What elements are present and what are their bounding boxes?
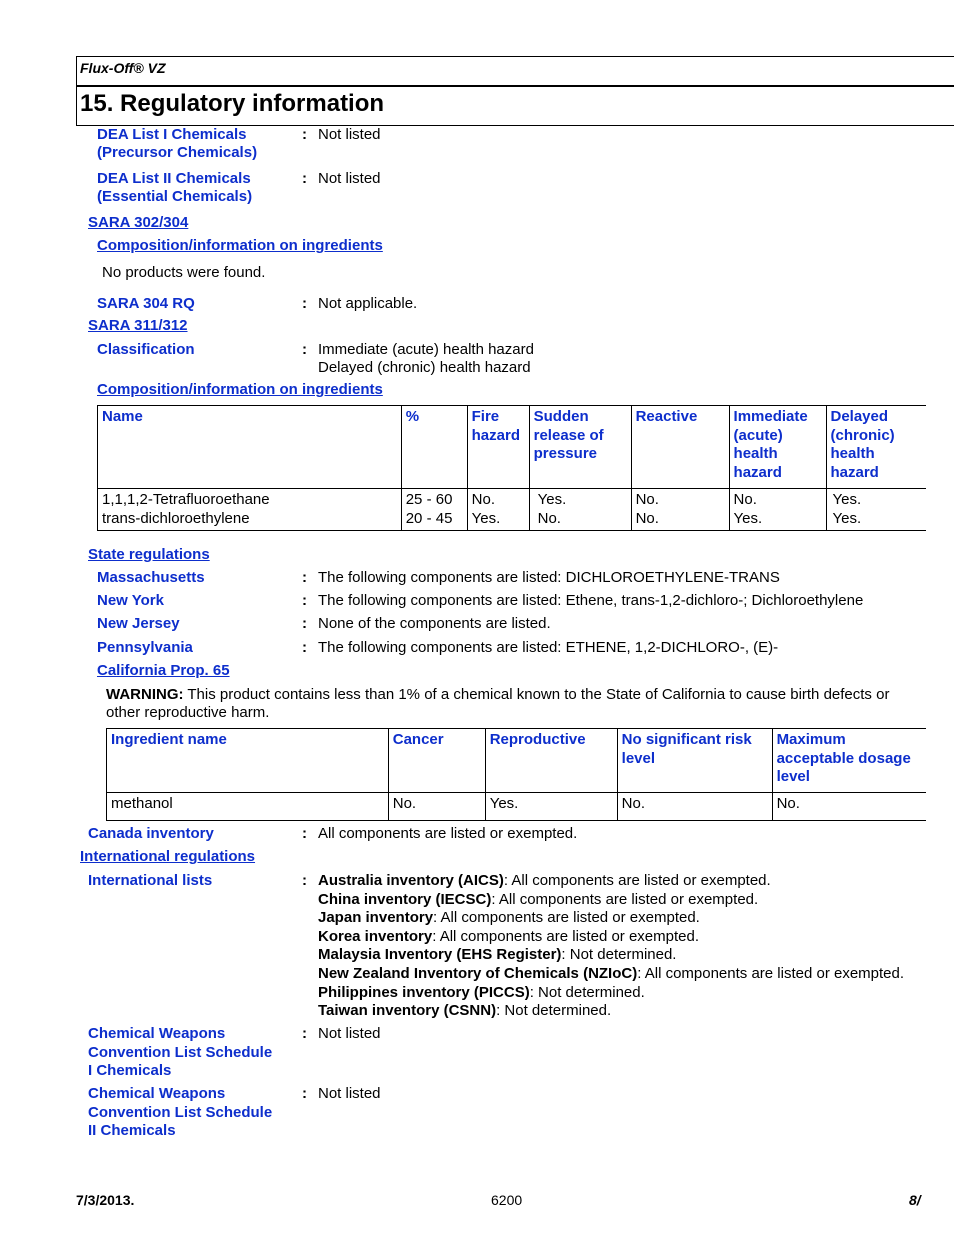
- state-colon: :: [302, 592, 307, 609]
- state-value-new-jersey: None of the components are listed.: [318, 615, 551, 632]
- dea2-label-2: (Essential Chemicals): [97, 188, 253, 205]
- col-header-cancer: Cancer: [388, 729, 485, 793]
- product-name: Flux-Off® VZ: [80, 60, 166, 76]
- intl-item: Malaysia Inventory (EHS Register): Not determined.: [318, 946, 677, 964]
- product-header: [76, 56, 954, 86]
- prop65-warning-2: other reproductive harm.: [106, 704, 270, 721]
- col-header-madl: Maximum acceptable dosage level: [772, 729, 926, 793]
- intl-item: Korea inventory: All components are listed or exempted.: [318, 927, 700, 945]
- prop65-heading[interactable]: California Prop. 65: [97, 662, 230, 679]
- international-lists: [318, 872, 904, 1021]
- intl-item: Taiwan inventory (CSNN): Not determined.: [318, 1002, 612, 1020]
- col-header-fire-hazard: Fire hazard: [467, 406, 529, 489]
- sara304-rq-label: SARA 304 RQ: [97, 295, 195, 312]
- col-header-percent: %: [401, 406, 467, 489]
- dea1-label: DEA List I Chemicals: [97, 126, 247, 143]
- intl-item: China inventory (IECSC): All components are listed or exempted.: [318, 890, 759, 908]
- col-header-delayed: Delayed (chronic) health hazard: [826, 406, 926, 489]
- classification-value-2: Delayed (chronic) health hazard: [318, 359, 531, 376]
- sara302-heading[interactable]: SARA 302/304: [88, 214, 189, 231]
- col-header-immediate: Immediate (acute) health hazard: [729, 406, 826, 489]
- dea2-colon: :: [302, 170, 307, 187]
- classification-label: Classification: [97, 341, 195, 358]
- cw-schedule1-label: Chemical Weapons Convention List Schedule I Chemicals: [88, 1025, 273, 1080]
- dea2-value: Not listed: [318, 170, 381, 187]
- footer-page: 8/: [909, 1192, 921, 1208]
- intl-item: Japan inventory: All components are listed or exempted.: [318, 909, 700, 927]
- state-label-new-york: New York: [97, 592, 164, 609]
- cw-schedule1-value: Not listed: [318, 1025, 381, 1042]
- table-row: methanol No. Yes. No. No.: [107, 793, 927, 821]
- state-colon: :: [302, 569, 307, 586]
- intl-item: New Zealand Inventory of Chemicals (NZIoC): All components are listed or exempted.: [318, 964, 905, 982]
- state-label-new-jersey: New Jersey: [97, 615, 180, 632]
- state-colon: :: [302, 615, 307, 632]
- prop65-warning: WARNING: This product contains less than 1% of a chemical known to the State of California to cause birth defects or: [106, 686, 890, 703]
- sara302-comp-heading[interactable]: Composition/information on ingredients: [97, 237, 383, 254]
- footer-code: 6200: [491, 1192, 523, 1208]
- sara311-heading[interactable]: SARA 311/312: [88, 317, 188, 334]
- col-header-ingredient: Ingredient name: [107, 729, 389, 793]
- prop65-table: [106, 728, 926, 821]
- cw-schedule2-label: Chemical Weapons Convention List Schedule II Chemicals: [88, 1085, 273, 1140]
- sara311-comp-heading[interactable]: Composition/information on ingredients: [97, 381, 383, 398]
- state-label-massachusetts: Massachusetts: [97, 569, 205, 586]
- sara304-rq-value: Not applicable.: [318, 295, 418, 312]
- col-header-sudden-release: Sudden release of pressure: [529, 406, 631, 489]
- sara311-table: [97, 405, 926, 531]
- col-header-reactive: Reactive: [631, 406, 729, 489]
- state-value-massachusetts: The following components are listed: DICHLOROETHYLENE-TRANS: [318, 569, 780, 586]
- dea1-value: Not listed: [318, 126, 381, 143]
- state-colon: :: [302, 639, 307, 656]
- dea1-label-2: (Precursor Chemicals): [97, 144, 258, 161]
- canada-inventory-value: All components are listed or exempted.: [318, 825, 578, 842]
- state-value-pennsylvania: The following components are listed: ETHENE, 1,2-DICHLORO-, (E)-: [318, 639, 779, 656]
- col-header-nsrl: No significant risk level: [617, 729, 772, 793]
- state-label-pennsylvania: Pennsylvania: [97, 639, 193, 656]
- international-regulations-heading[interactable]: International regulations: [80, 848, 256, 865]
- cw2-colon: :: [302, 1085, 307, 1102]
- table-row: 1,1,1,2-Tetrafluoroethane trans-dichloroethylene 25 - 60 20 - 45 No. Yes. Yes. No. No. No. No. Yes. Yes. Yes.: [98, 489, 927, 531]
- section-title: 15. Regulatory information: [80, 90, 385, 117]
- footer-date: 7/3/2013.: [76, 1192, 135, 1208]
- state-value-new-york: The following components are listed: Ethene, trans-1,2-dichloro-; Dichloroethylene: [318, 592, 864, 609]
- sara304-colon: :: [302, 295, 307, 312]
- classification-colon: :: [302, 341, 307, 358]
- no-products-text: No products were found.: [102, 264, 266, 281]
- intl-item: Australia inventory (AICS): All components are listed or exempted.: [318, 872, 771, 889]
- intl-colon: :: [302, 872, 307, 889]
- classification-value-1: Immediate (acute) health hazard: [318, 341, 534, 358]
- dea1-colon: :: [302, 126, 307, 143]
- col-header-reproductive: Reproductive: [485, 729, 617, 793]
- intl-item: Philippines inventory (PICCS): Not determined.: [318, 983, 645, 1001]
- cw1-colon: :: [302, 1025, 307, 1042]
- col-header-name: Name: [98, 406, 402, 489]
- state-regulations-heading[interactable]: State regulations: [88, 546, 210, 563]
- canada-inventory-label: Canada inventory: [88, 825, 214, 842]
- cw-schedule2-value: Not listed: [318, 1085, 381, 1102]
- canada-colon: :: [302, 825, 307, 842]
- international-lists-label: International lists: [88, 872, 213, 889]
- dea2-label: DEA List II Chemicals: [97, 170, 251, 187]
